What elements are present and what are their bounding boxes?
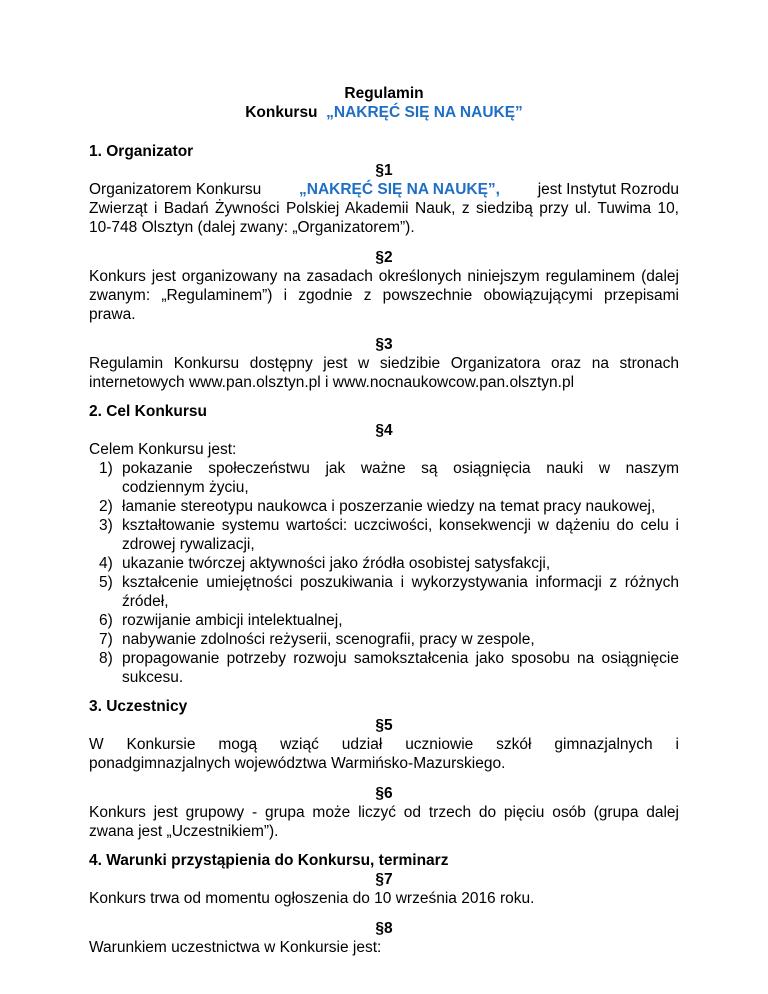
paragraph-2-line-2: zwanym: „Regulaminem”) i zgodnie z powszechnie obowiązującymi przepisami: [89, 287, 679, 304]
paragraph-7-line-1: Konkurs trwa od momentu ogłoszenia do 10 września 2016 roku.: [89, 890, 535, 907]
document-subtitle: [89, 103, 679, 122]
paragraph-4-intro: Celem Konkursu jest:: [89, 441, 237, 458]
p1-contest-name: „NAKRĘĆ SIĘ NA NAUKĘ”,: [299, 181, 500, 198]
paragraph-5-line-2: ponadgimnazjalnych województwa Warmińsko-Mazurskiego.: [89, 755, 506, 772]
paragraph-6-line-1: Konkurs jest grupowy - grupa może liczyć od trzech do pięciu osób (grupa dalej: [89, 804, 679, 821]
section-heading-participants: 3. Uczestnicy: [89, 698, 188, 715]
paragraph-mark-8: §8: [375, 920, 393, 937]
paragraph-mark-7: §7: [375, 871, 393, 888]
paragraph-mark-4: §4: [375, 422, 393, 439]
paragraph-1-line-3: 10-748 Olsztyn (dalej zwany: „Organizatorem”).: [89, 219, 415, 236]
p1-text-a: Organizatorem Konkursu: [89, 181, 262, 198]
paragraph-3-line-2: internetowych www.pan.olsztyn.pl i www.nocnaukowcow.pan.olsztyn.pl: [89, 374, 575, 391]
section-heading-organizer: 1. Organizator: [89, 143, 194, 160]
paragraph-mark-6: §6: [375, 785, 393, 802]
document-title: Regulamin: [344, 85, 424, 102]
paragraph-8-line-1: Warunkiem uczestnictwa w Konkursie jest:: [89, 939, 382, 956]
section-heading-conditions: 4. Warunki przystąpienia do Konkursu, terminarz: [89, 852, 449, 869]
paragraph-6-line-2: zwana jest „Uczestnikiem”).: [89, 823, 279, 840]
section-heading-goal: 2. Cel Konkursu: [89, 403, 207, 420]
paragraph-3-line-1: Regulamin Konkursu dostępny jest w siedzibie Organizatora oraz na stronach: [89, 355, 679, 372]
paragraph-5-line-1: W Konkursie mogą wziąć udział uczniowie szkół gimnazjalnych i: [89, 736, 679, 753]
paragraph-mark-1: §1: [375, 162, 393, 179]
paragraph-2-line-1: Konkurs jest organizowany na zasadach określonych niniejszym regulaminem (dalej: [89, 268, 679, 285]
p1-text-c: jest Instytut Rozrodu: [537, 181, 679, 198]
paragraph-mark-3: §3: [375, 336, 393, 353]
paragraph-2-line-3: prawa.: [89, 306, 136, 323]
paragraph-mark-5: §5: [375, 717, 393, 734]
paragraph-1-line-2: Zwierząt i Badań Żywności Polskiej Akademii Nauk, z siedzibą przy ul. Tuwima 10,: [89, 200, 679, 217]
contest-name: „NAKRĘĆ SIĘ NA NAUKĘ”: [326, 104, 523, 121]
paragraph-mark-2: §2: [375, 249, 393, 266]
document-page: Regulamin Konkursu „NAKRĘĆ SIĘ NA NAUKĘ” 1. Organizator §1 Organizatorem Konkursu „NAKRĘĆ SIĘ NA NAUKĘ”, jest Instytut Rozrodu Zwierząt i Badań Żywności Polskiej Akademii Nauk, z siedzibą przy ul. Tuwima 10, 10-748 Olsztyn (dalej zwany: „Organizatorem”). §2 Konkurs jest organizowany na zasadach określonych niniejszym regulaminem (dalej zwanym: „Regulaminem”) i zgodnie z powszechnie obowiązującymi przepisami prawa. §3 Regulamin Konkursu dostępny jest w siedzibie Organizatora oraz na stronach internetowych www.pan.olsztyn.pl i www.nocnaukowcow.pan.olsztyn.pl 2. Cel Konkursu §4 Celem Konkursu jest: 1) pokazanie społeczeństwu jak ważne są osiągnięcia nauki w naszym codziennym życiu, 2) łamanie stereotypu naukowca i poszerzanie wiedzy na temat pracy naukowej, 3) kształtowanie systemu wartości: uczciwości, konsekwencji w dążeniu do celu i zdrowej rywalizacji, 4) ukazanie twórczej aktywności jako źródła osobistej satysfakcji, 5) kształcenie umiejętności poszukiwania i wykorzystywania informacji z różnych źródeł, 6) rozwijanie ambicji intelektualnej, 7) nabywanie zdolności reżyserii, scenografii, pracy w zespole, 8) propagowanie potrzeby rozwoju samokształcenia jako sposobu na osiągnięcie sukcesu. 3. Uczestnicy §5 W Konkursie mogą wziąć udział uczniowie szkół gimnazjalnych i ponadgimnazjalnych województwa Warmińsko-Mazurskiego. §6 Konkurs jest grupowy - grupa może liczyć od trzech do pięciu osób (grupa dalej zwana jest „Uczestnikiem”). 4. Warunki przystąpienia do Konkursu, terminarz §7 Konkurs trwa od momentu ogłoszenia do 10 września 2016 roku. §8 Warunkiem uczestnictwa w Konkursie jest:: [89, 85, 679, 956]
paragraph-1-line-1: [89, 180, 679, 199]
subtitle-prefix: Konkursu: [245, 104, 318, 121]
